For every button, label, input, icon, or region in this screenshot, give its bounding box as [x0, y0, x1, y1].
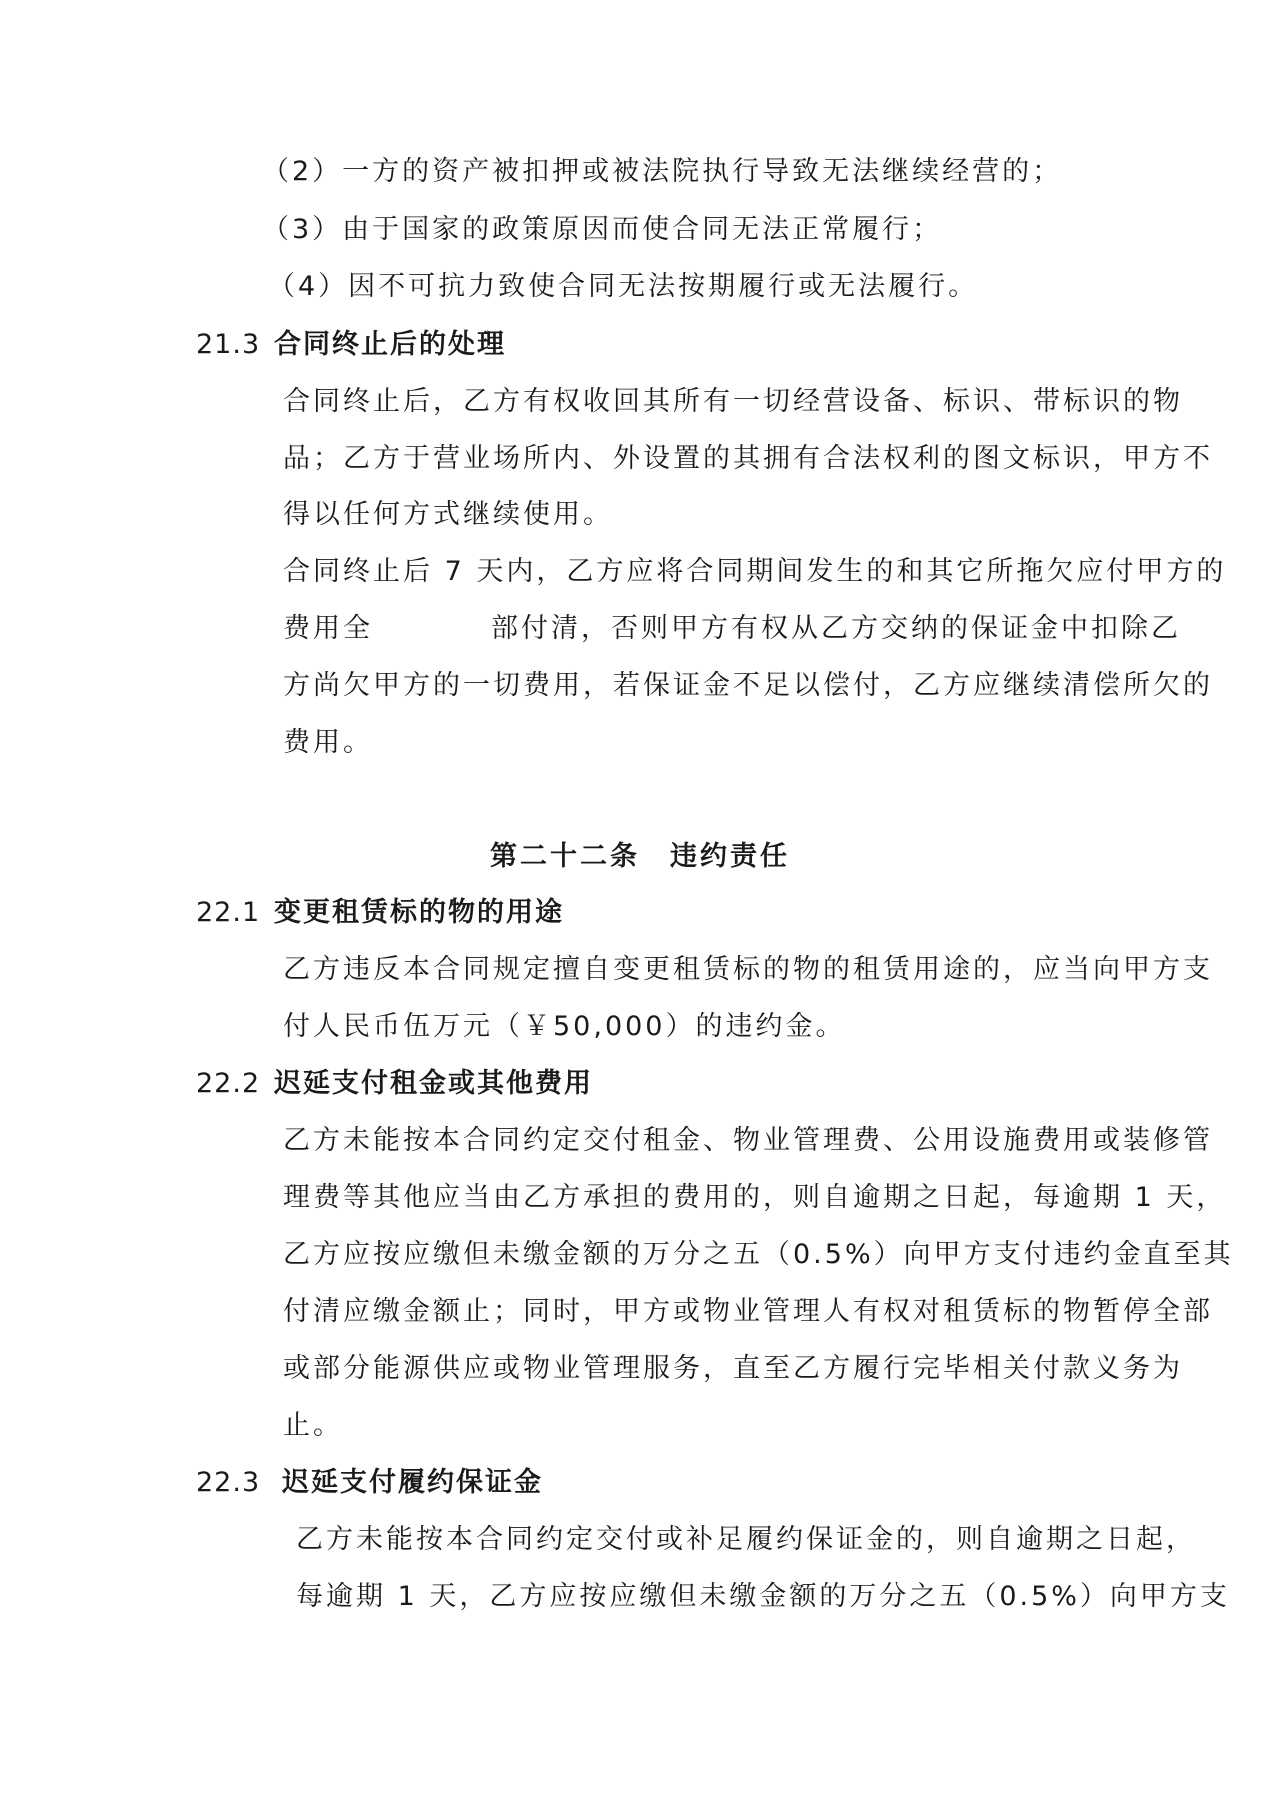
- paragraph-line: 品；乙方于营业场所内、外设置的其拥有合法权利的图文标识，甲方不: [283, 443, 1213, 474]
- paragraph-line: 每逾期 1 天，乙方应按应缴但未缴金额的万分之五（0.5%）向甲方支: [296, 1581, 1230, 1612]
- paragraph-line: 方尚欠甲方的一切费用，若保证金不足以偿付，乙方应继续清偿所欠的: [283, 670, 1213, 701]
- list-item: （3）由于国家的政策原因而使合同无法正常履行；: [262, 214, 943, 245]
- paragraph-line: 乙方违反本合同规定擅自变更租赁标的物的租赁用途的，应当向甲方支: [283, 954, 1213, 985]
- paragraph-line: 合同终止后，乙方有权收回其所有一切经营设备、标识、带标识的物: [283, 386, 1183, 417]
- section-heading-21-3: [196, 327, 506, 363]
- paragraph-line: 费用。: [283, 727, 373, 758]
- list-item: （2）一方的资产被扣押或被法院执行导致无法继续经营的；: [262, 156, 1063, 187]
- paragraph-line: 乙方未能按本合同约定交付或补足履约保证金的，则自逾期之日起，: [296, 1524, 1196, 1555]
- paragraph-line: 付清应缴金额止；同时，甲方或物业管理人有权对租赁标的物暂停全部: [283, 1296, 1213, 1327]
- section-heading-22-1: [196, 895, 564, 931]
- paragraph-line: 合同终止后 7 天内，乙方应将合同期间发生的和其它所拖欠应付甲方的: [283, 556, 1227, 587]
- paragraph-line: 付人民币伍万元（￥50,000）的违约金。: [283, 1011, 846, 1042]
- paragraph-line: 或部分能源供应或物业管理服务，直至乙方履行完毕相关付款义务为: [283, 1353, 1183, 1384]
- section-heading-22-2: [196, 1066, 593, 1102]
- paragraph-line: 乙方未能按本合同约定交付租金、物业管理费、公用设施费用或装修管: [283, 1125, 1213, 1156]
- paragraph-line: 止。: [283, 1410, 343, 1441]
- list-item: （4）因不可抗力致使合同无法按期履行或无法履行。: [268, 271, 979, 302]
- section-number: 21.3: [196, 329, 261, 360]
- section-title: 合同终止后的处理: [274, 329, 506, 360]
- section-number: 22.3: [196, 1467, 261, 1498]
- paragraph-line: 得以任何方式继续使用。: [283, 499, 613, 530]
- section-title: 迟延支付租金或其他费用: [274, 1068, 593, 1099]
- paragraph-fragment: 部付清，否则甲方有权从乙方交纳的保证金中扣除乙: [491, 613, 1181, 644]
- paragraph-line: [283, 611, 1181, 647]
- paragraph-line: 理费等其他应当由乙方承担的费用的，则自逾期之日起，每逾期 1 天，: [283, 1182, 1227, 1213]
- paragraph-line: 乙方应按应缴但未缴金额的万分之五（0.5%）向甲方支付违约金直至其: [283, 1239, 1234, 1270]
- paragraph-fragment: 费用全: [283, 613, 373, 644]
- section-number: 22.2: [196, 1068, 261, 1099]
- section-number: 22.1: [196, 897, 261, 928]
- article-title: 第二十二条 违约责任: [490, 841, 790, 872]
- section-title: 迟延支付履约保证金: [282, 1467, 543, 1498]
- section-heading-22-3: [196, 1465, 543, 1501]
- section-title: 变更租赁标的物的用途: [274, 897, 564, 928]
